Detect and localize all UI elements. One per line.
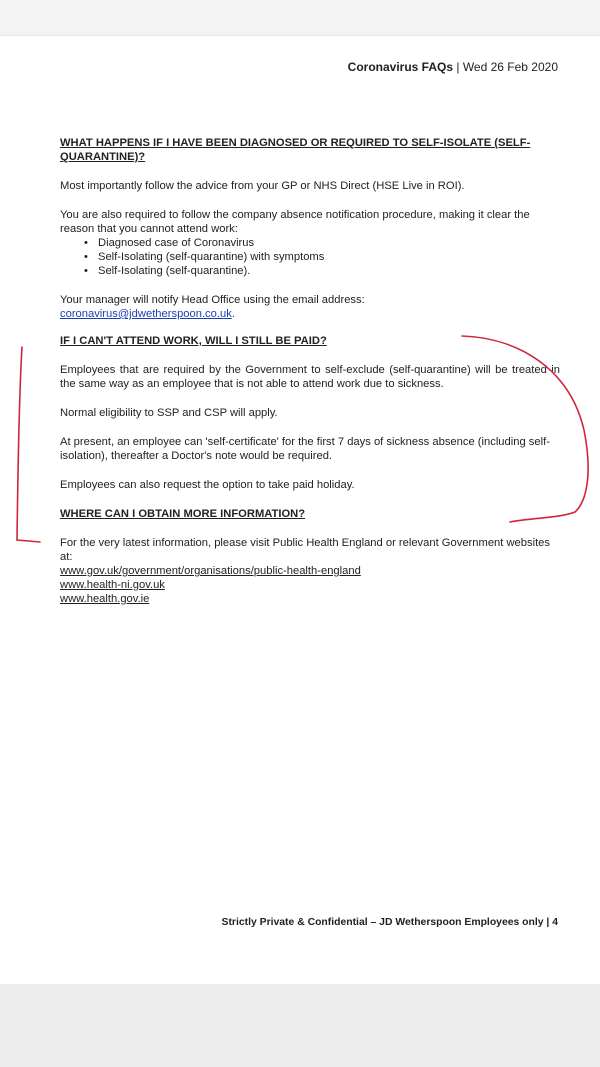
link-phe[interactable]: www.gov.uk/government/organisations/public-health-england [60,565,361,577]
annotation-left-bracket [17,347,40,542]
page-number: 4 [552,917,558,928]
list-item: • Self-Isolating (self-quarantine). [86,264,560,278]
section2-heading: IF I CAN'T ATTEND WORK, WILL I STILL BE PAID? [60,335,327,347]
footer-text: Strictly Private & Confidential – JD Wetherspoon Employees only [221,917,544,928]
header-title: Coronavirus FAQs [347,60,454,74]
annotation-right-curve [462,336,588,522]
section1-heading: WHAT HAPPENS IF I HAVE BEEN DIAGNOSED OR REQUIRED TO SELF-ISOLATE (SELF-QUARANTINE)? [60,137,531,163]
header-separator: | [453,60,463,74]
section1-para3: Your manager will notify Head Office using the email address: [60,294,365,306]
section3-heading: WHERE CAN I OBTAIN MORE INFORMATION? [60,508,306,520]
header-date: Wed 26 Feb 2020 [462,60,558,74]
link-health-ie[interactable]: www.health.gov.ie [60,593,150,605]
section3-para1: For the very latest information, please visit Public Health England or relevant Government websites at: [60,537,550,563]
email-suffix: . [231,308,235,320]
section1-para1: Most importantly follow the advice from your GP or NHS Direct (HSE Live in ROI). [60,180,465,192]
list-item: • Diagnosed case of Coronavirus [86,236,560,250]
list-item: • Self-Isolating (self-quarantine) with symptoms [86,250,560,264]
section2-para4: Employees can also request the option to take paid holiday. [60,479,355,491]
section2-para2: Normal eligibility to SSP and CSP will apply. [60,407,278,419]
email-link[interactable]: coronavirus@jdwetherspoon.co.uk [60,308,232,320]
section2-para1: Employees that are required by the Government to self-exclude (self-quarantine) will be treated in the same way as an employee that is not able to attend work due to sickness. [60,364,560,390]
section1-para2: You are also required to follow the company absence notification procedure, making it clear the reason that you cannot attend work: [60,209,530,235]
link-health-ni[interactable]: www.health-ni.gov.uk [60,579,165,591]
section2-para3: At present, an employee can 'self-certificate' for the first 7 days of sickness absence (including self-isolation), thereafter a Doctor's note would be required. [60,436,550,462]
footer-separator: | [543,917,553,928]
